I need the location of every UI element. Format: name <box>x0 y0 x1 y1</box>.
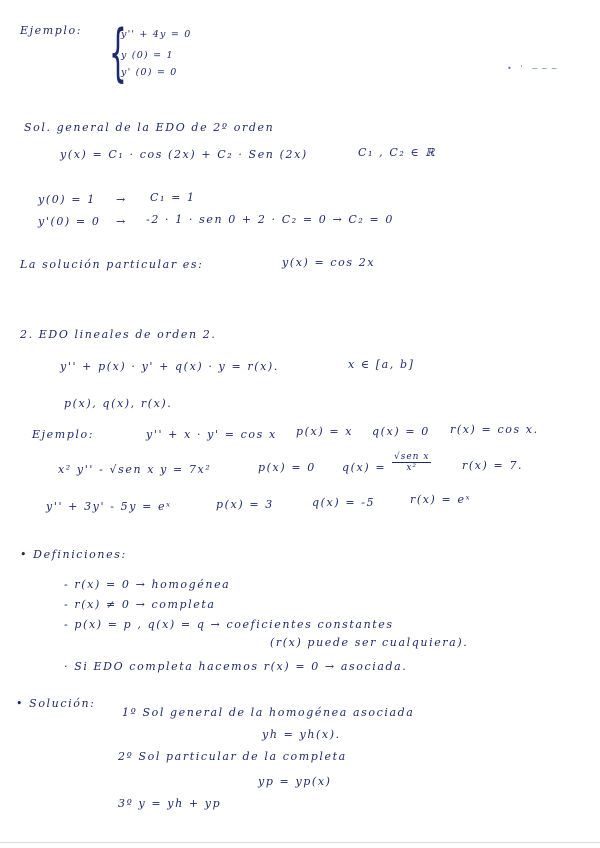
example-q-fraction <box>392 452 431 473</box>
example-q: q(x) = -5 <box>312 496 376 509</box>
condition-arrow: → <box>116 193 127 206</box>
definition-note: (r(x) puede ser cualquiera). <box>270 636 469 649</box>
example-r: r(x) = cos x. <box>450 423 539 436</box>
general-heading: Sol. general de la EDO de 2º orden <box>24 121 275 134</box>
solution-step-2: 2º Sol particular de la completa <box>118 750 347 763</box>
system-brace: { <box>109 16 127 89</box>
equation-ode: y'' + 4y = 0 <box>121 29 192 40</box>
solution-step-3: 3º y = yh + yp <box>118 797 222 810</box>
particular-value: y(x) = cos 2x <box>282 256 376 269</box>
general-constants-domain: C₁ , C₂ ∈ ℝ <box>358 146 437 159</box>
definition-constant-coefficients: - p(x) = p , q(x) = q → coeficientes constantes <box>64 618 394 631</box>
margin-mark: • ‘ ~~~ <box>507 64 561 73</box>
equation-initial-dy: y' (0) = 0 <box>121 67 178 78</box>
definitions-heading: • Definiciones: <box>20 548 127 561</box>
solution-step-1: 1º Sol general de la homogénea asociada <box>122 706 415 719</box>
coefficient-functions: p(x), q(x), r(x). <box>64 397 173 410</box>
example-p: p(x) = 3 <box>216 498 274 511</box>
condition-left: y(0) = 1 <box>38 193 96 206</box>
condition-left: y'(0) = 0 <box>38 215 101 228</box>
example-r: r(x) = 7. <box>462 459 524 472</box>
section-title: 2. EDO lineales de orden 2. <box>20 328 217 341</box>
fraction-denominator: x² <box>406 463 418 473</box>
example-r: r(x) = eˣ <box>410 493 472 506</box>
solution-heading: • Solución: <box>16 697 96 710</box>
interval: x ∈ [a, b] <box>348 358 415 371</box>
example-p: p(x) = x <box>296 425 354 438</box>
example-equation: y'' + x · y' = cos x <box>146 428 277 441</box>
condition-right: -2 · 1 · sen 0 + 2 · C₂ = 0 → C₂ = 0 <box>146 213 395 226</box>
page-edge <box>0 842 600 843</box>
example-q-label: q(x) = <box>342 461 387 474</box>
example-q: q(x) = 0 <box>372 425 430 438</box>
definition-complete: - r(x) ≠ 0 → completa <box>64 598 216 611</box>
equation-initial-y: y (0) = 1 <box>121 50 174 61</box>
example-equation: y'' + 3y' - 5y = eˣ <box>46 500 172 513</box>
solution-step-1-formula: yh = yh(x). <box>262 728 341 741</box>
condition-right: C₁ = 1 <box>150 191 196 204</box>
general-formula: y(x) = C₁ · cos (2x) + C₂ · Sen (2x) <box>60 148 308 161</box>
definition-homogeneous: - r(x) = 0 → homogénea <box>64 578 231 591</box>
condition-arrow: → <box>116 215 127 228</box>
example-label: Ejemplo: <box>32 428 95 441</box>
example-label: Ejemplo: <box>20 24 83 37</box>
example-equation: x² y'' - √sen x y = 7x² <box>58 463 212 476</box>
solution-step-2-formula: yp = yp(x) <box>258 775 332 788</box>
fraction-numerator: √sen x <box>394 452 430 462</box>
particular-label: La solución particular es: <box>20 258 204 271</box>
example-p: p(x) = 0 <box>258 461 316 474</box>
linear-ode-equation: y'' + p(x) · y' + q(x) · y = r(x). <box>60 360 279 373</box>
definition-associated: · Si EDO completa hacemos r(x) = 0 → asociada. <box>64 660 408 673</box>
